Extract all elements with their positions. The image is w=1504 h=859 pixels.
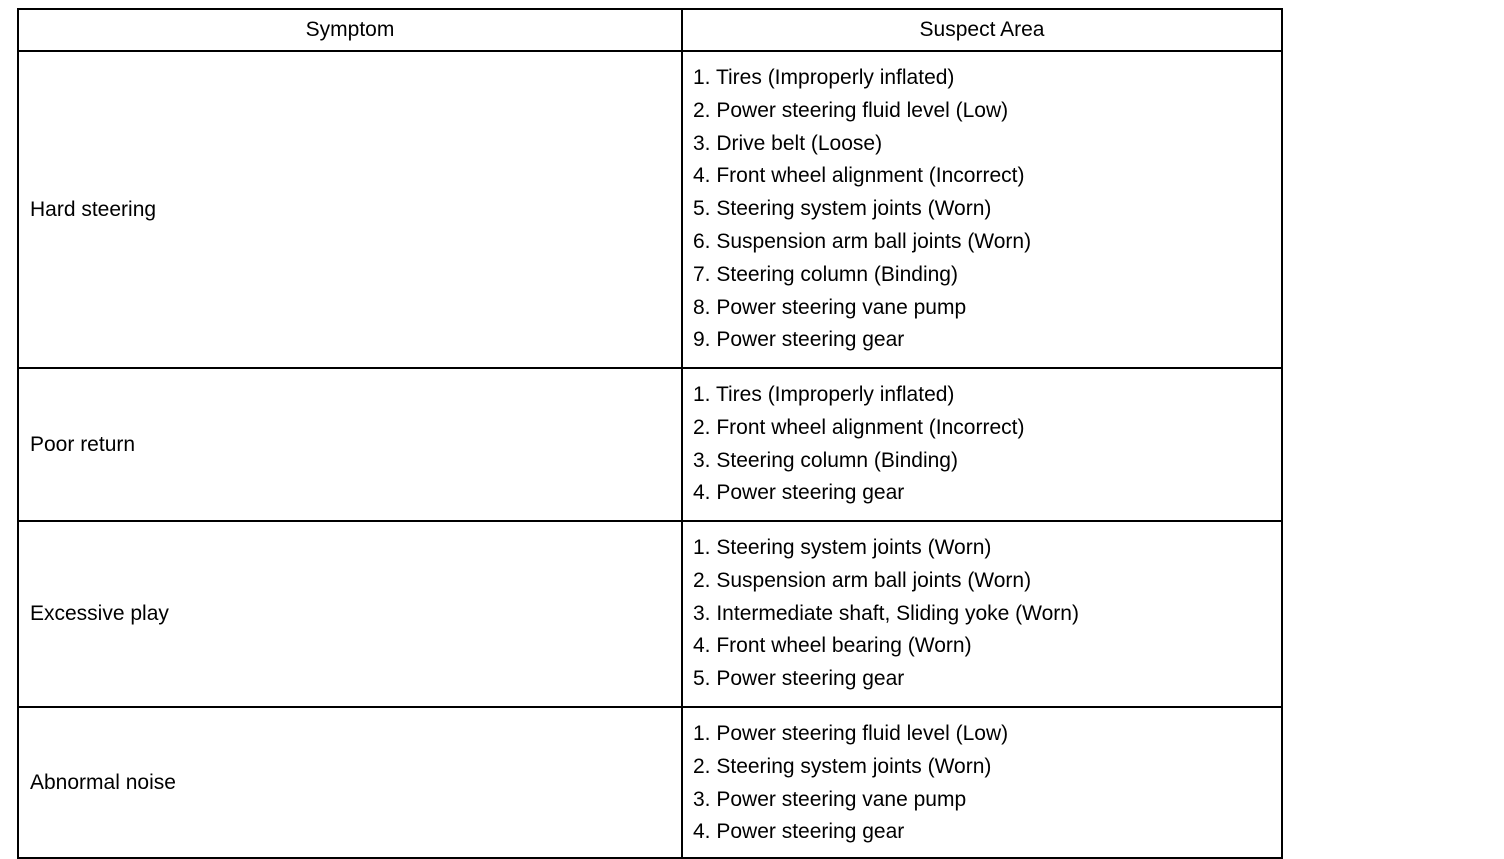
- list-item: 7. Steering column (Binding): [693, 262, 958, 286]
- list-item: 3. Drive belt (Loose): [693, 131, 883, 155]
- suspect-area-cell: [682, 51, 1282, 368]
- list-item: 4. Front wheel alignment (Incorrect): [693, 164, 1025, 188]
- list-item: 5. Power steering gear: [693, 667, 905, 691]
- symptom-cell: Hard steering: [18, 51, 682, 368]
- header-row: [18, 9, 1282, 51]
- header-suspect-area: Suspect Area: [682, 9, 1282, 51]
- list-item: 4. Power steering gear: [693, 820, 905, 844]
- list-item: 1. Steering system joints (Worn): [693, 536, 992, 559]
- list-item: 3. Steering column (Binding): [693, 448, 958, 472]
- suspect-list: [693, 62, 1281, 357]
- list-item: 1. Tires (Improperly inflated): [693, 66, 955, 89]
- table-row: [18, 521, 1282, 707]
- list-item: 9. Power steering gear: [693, 328, 905, 352]
- list-item: 2. Suspension arm ball joints (Worn): [693, 568, 1032, 592]
- suspect-area-cell: [682, 368, 1282, 521]
- symptom-cell: Excessive play: [18, 521, 682, 707]
- list-item: 6. Suspension arm ball joints (Worn): [693, 229, 1032, 253]
- symptom-cell: Abnormal noise: [18, 707, 682, 858]
- symptom-cell: Poor return: [18, 368, 682, 521]
- list-item: 2. Front wheel alignment (Incorrect): [693, 415, 1025, 439]
- header-symptom: Symptom: [18, 9, 682, 51]
- suspect-list: [693, 532, 1281, 696]
- list-item: 2. Steering system joints (Worn): [693, 754, 992, 778]
- list-item: 3. Power steering vane pump: [693, 787, 967, 811]
- list-item: 4. Front wheel bearing (Worn): [693, 634, 972, 658]
- list-item: 5. Steering system joints (Worn): [693, 197, 992, 221]
- troubleshooting-table-container: [17, 8, 1281, 859]
- suspect-area-cell: [682, 521, 1282, 707]
- list-item: 1. Power steering fluid level (Low): [693, 722, 1009, 745]
- suspect-list: [693, 379, 1281, 510]
- troubleshooting-table: [17, 8, 1283, 859]
- list-item: 8. Power steering vane pump: [693, 295, 967, 319]
- list-item: 3. Intermediate shaft, Sliding yoke (Worn): [693, 601, 1079, 625]
- list-item: 2. Power steering fluid level (Low): [693, 98, 1009, 122]
- table-row: [18, 368, 1282, 521]
- list-item: 1. Tires (Improperly inflated): [693, 383, 955, 406]
- table-row: [18, 707, 1282, 858]
- table-row: [18, 51, 1282, 368]
- list-item: 4. Power steering gear: [693, 481, 905, 505]
- suspect-list: [693, 718, 1281, 849]
- suspect-area-cell: [682, 707, 1282, 858]
